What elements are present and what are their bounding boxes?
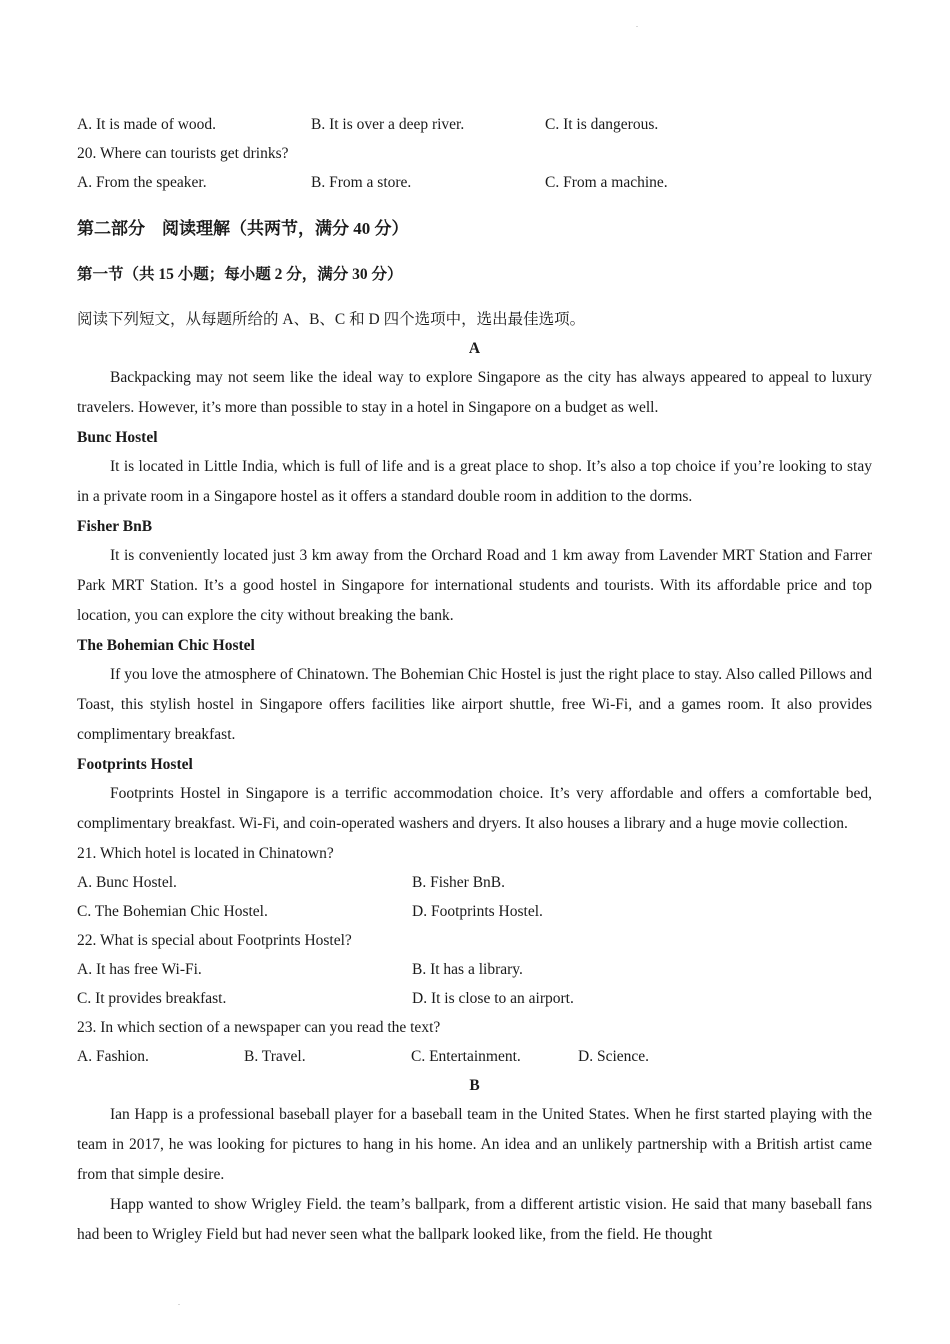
hostel-description: It is located in Little India, which is full of life and is a great place to shop. It’s also a top choice if you’re looking to stay in a private room in a Singapore hostel as it offers a standard double room in addition to the dorms. <box>77 457 872 505</box>
passage-b-paragraph-2: Happ wanted to show Wrigley Field. the team’s ballpark, from a different artistic vision. He said that many baseball fans had been to Wrigley Field but had never seen what the ballpark looked like, from the field. He thought <box>77 1195 872 1243</box>
q21-option-c: C. The Bohemian Chic Hostel. <box>77 902 268 920</box>
hostel-description: Footprints Hostel in Singapore is a terrific accommodation choice. It’s very affordable and offers a comfortable bed, complimentary breakfast. Wi-Fi, and coin-operated washers and dryers. It also houses a library and a huge movie collection. <box>77 784 872 832</box>
part2-title: 第二部分 阅读理解（共两节，满分 40 分） <box>77 219 409 238</box>
q23-option-b: B. Travel. <box>244 1047 306 1065</box>
q23-stem: 23. In which section of a newspaper can you read the text? <box>77 1018 441 1036</box>
page-mark-dot: . <box>636 20 638 29</box>
q22-option-a: A. It has free Wi-Fi. <box>77 960 202 978</box>
q21-option-d: D. Footprints Hostel. <box>412 902 543 920</box>
hostel-name: Footprints Hostel <box>77 755 193 773</box>
q23-option-c: C. Entertainment. <box>411 1047 521 1065</box>
exam-page <box>77 110 872 1250</box>
passage-a-intro: Backpacking may not seem like the ideal way to explore Singapore as the city has always appeared to appeal to luxury travelers. However, it’s more than possible to stay in a hotel in Singapore on a budget as well. <box>77 368 872 416</box>
hostel-name: Fisher BnB <box>77 517 153 535</box>
instruction: 阅读下列短文，从每题所给的 A、B、C 和 D 四个选项中，选出最佳选项。 <box>77 310 586 328</box>
q23-options <box>77 1042 872 1071</box>
passage-a-label: A <box>468 339 481 357</box>
passage-b-label: B <box>469 1076 480 1094</box>
q19-option-c: C. It is dangerous. <box>545 116 659 133</box>
page-mark-dot: . <box>178 1298 180 1307</box>
q21-options-row-1 <box>77 868 872 897</box>
q20-options <box>77 168 872 197</box>
q19-option-a: A. It is made of wood. <box>77 116 217 133</box>
q22-option-d: D. It is close to an airport. <box>412 989 574 1007</box>
q22-option-b: B. It has a library. <box>412 960 523 978</box>
q23-option-a: A. Fashion. <box>77 1047 149 1065</box>
q21-options-row-2 <box>77 897 872 926</box>
q20-option-c: C. From a machine. <box>545 174 668 191</box>
passage-b-paragraph-1: Ian Happ is a professional baseball player for a baseball team in the United States. When he first started playing with the team in 2017, he was looking for pictures to hang in his home. An idea and an unlikely partnership with a British artist came from that simple desire. <box>77 1105 872 1183</box>
q20-stem: 20. Where can tourists get drinks? <box>77 145 289 162</box>
q22-options-row-1 <box>77 955 872 984</box>
q19-options <box>77 110 872 139</box>
q20-option-a: A. From the speaker. <box>77 174 207 191</box>
q19-option-b: B. It is over a deep river. <box>311 116 465 133</box>
q22-stem: 22. What is special about Footprints Hostel? <box>77 931 352 949</box>
section1-title: 第一节（共 15 小题；每小题 2 分，满分 30 分） <box>77 266 403 283</box>
q22-option-c: C. It provides breakfast. <box>77 989 227 1007</box>
q21-option-a: A. Bunc Hostel. <box>77 873 177 891</box>
q21-option-b: B. Fisher BnB. <box>412 873 506 891</box>
hostel-name: Bunc Hostel <box>77 428 158 446</box>
hostel-description: It is conveniently located just 3 km away from the Orchard Road and 1 km away from Lavender MRT Station and Farrer Park MRT Station. It’s a good hostel in Singapore for international students and tourists. With its affordable price and top location, you can explore the city without breaking the bank. <box>77 546 872 624</box>
hostel-description: If you love the atmosphere of Chinatown. The Bohemian Chic Hostel is just the right place to stay. Also called Pillows and Toast, this stylish hostel in Singapore offers facilities like airport shuttle, free Wi-Fi, and a games room. It also provides complimentary breakfast. <box>77 665 872 743</box>
hostel-name: The Bohemian Chic Hostel <box>77 636 255 654</box>
q22-options-row-2 <box>77 984 872 1013</box>
q23-option-d: D. Science. <box>578 1047 650 1065</box>
q20-option-b: B. From a store. <box>311 174 412 191</box>
q21-stem: 21. Which hotel is located in Chinatown? <box>77 844 334 862</box>
